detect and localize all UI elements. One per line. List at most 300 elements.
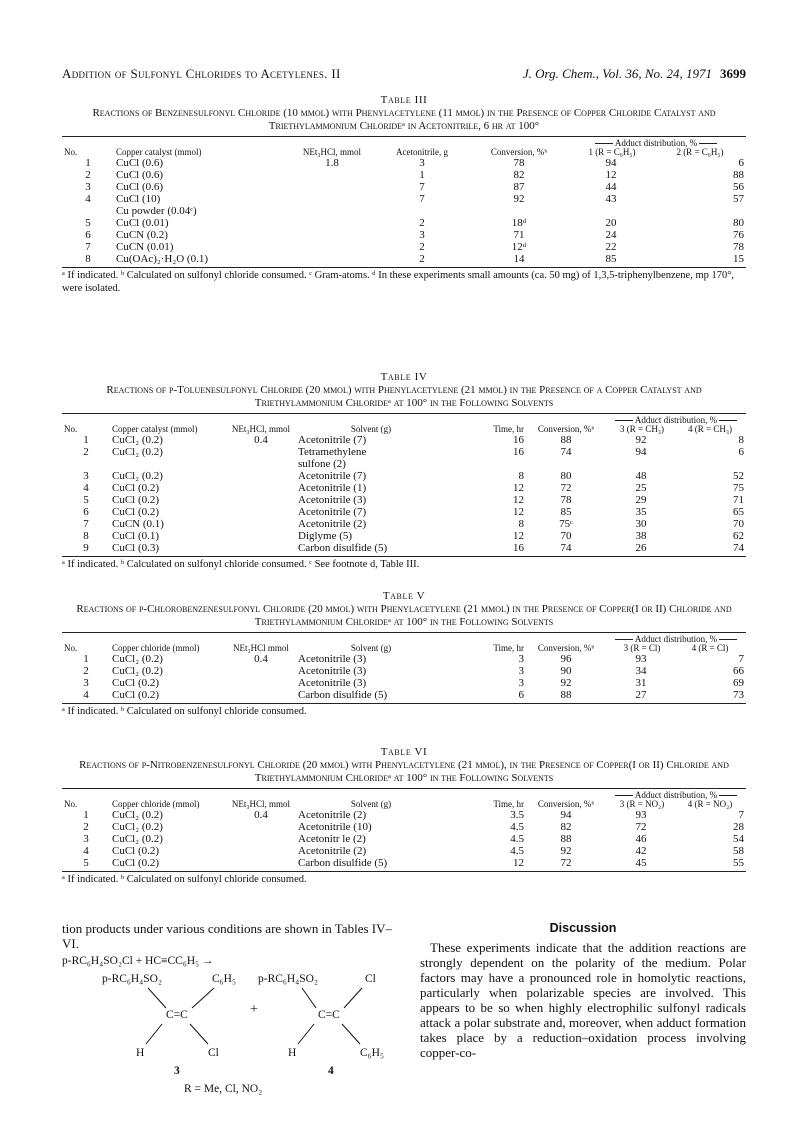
table-cell: 1 bbox=[83, 809, 89, 821]
table-cell: 0.4 bbox=[254, 653, 268, 665]
table-rule bbox=[62, 703, 746, 704]
table-cell: Carbon disulfide (5) bbox=[298, 857, 388, 869]
table-cell bbox=[62, 205, 114, 217]
table-cell: 4 bbox=[85, 193, 91, 205]
table-cell: 94 bbox=[635, 446, 647, 458]
table-cell: 6 bbox=[83, 506, 89, 518]
table-cell: CuCl (10) bbox=[116, 193, 161, 205]
table-cell: CuCl (0.2) bbox=[112, 506, 160, 518]
table-4 bbox=[62, 370, 746, 571]
table-cell: 88 bbox=[560, 434, 572, 446]
table-cell: 92 bbox=[560, 677, 572, 689]
column-header: Copper chloride (mmol) bbox=[112, 643, 200, 653]
table-cell: 12 bbox=[513, 506, 524, 518]
table-cell bbox=[62, 458, 110, 470]
column-header: NEt₃HCl, mmol bbox=[231, 424, 291, 434]
table-row bbox=[62, 494, 746, 506]
table-row bbox=[62, 665, 746, 677]
table-cell: 85 bbox=[560, 506, 572, 518]
table-cell bbox=[226, 542, 296, 554]
table-cell: 80 bbox=[733, 217, 744, 229]
table-cell: 4 bbox=[83, 689, 89, 701]
table-cell: 82 bbox=[513, 169, 525, 181]
structure-3-double-bond: C=C bbox=[166, 1009, 188, 1021]
table-cell: 15 bbox=[733, 253, 744, 265]
table-cell: CuCl (0.2) bbox=[112, 857, 160, 869]
table-cell bbox=[226, 833, 296, 845]
table-cell bbox=[226, 845, 296, 857]
table-cell: 9 bbox=[83, 542, 89, 554]
table-row bbox=[62, 446, 746, 458]
table-cell bbox=[446, 458, 526, 470]
table-cell: 73 bbox=[733, 689, 744, 701]
table-cell: 96 bbox=[560, 653, 572, 665]
table-cell: Acetonitrile (7) bbox=[298, 434, 367, 446]
table-cell: 3 bbox=[518, 677, 524, 689]
table-cell: 88 bbox=[560, 833, 572, 845]
table-cell: 4.5 bbox=[510, 845, 524, 857]
table-cell: 12 bbox=[513, 494, 524, 506]
table-cell: 2 bbox=[83, 446, 89, 458]
column-header: No. bbox=[64, 424, 78, 434]
table-cell: 7 bbox=[419, 181, 425, 193]
table-cell bbox=[226, 494, 296, 506]
table-cell: Cu powder (0.04ᶜ) bbox=[116, 205, 197, 217]
table-cell: 1 bbox=[83, 434, 89, 446]
column-header: No. bbox=[64, 147, 78, 157]
column-header: Conversion, %ᵇ bbox=[490, 147, 548, 157]
table-cell: CuCl₂ (0.2) bbox=[112, 470, 163, 482]
table-cell: 4.5 bbox=[510, 821, 524, 833]
column-header: NEt₃HCl, mmol bbox=[231, 799, 291, 809]
table-row bbox=[62, 677, 746, 689]
table-cell: 28 bbox=[733, 821, 744, 833]
column-header: 4 (R = Cl) bbox=[691, 643, 729, 653]
table-cell: CuCl (0.2) bbox=[112, 689, 160, 701]
table-cell: Acetonitrile (2) bbox=[298, 845, 367, 857]
table-row bbox=[62, 833, 746, 845]
bond bbox=[298, 1024, 314, 1044]
table-cell: 3 bbox=[83, 833, 89, 845]
group-header-label: Adduct distribution, % bbox=[608, 791, 744, 800]
column-header: 1 (R = C₆H₅) bbox=[588, 147, 636, 157]
column-header: Conversion, %ᵇ bbox=[537, 424, 595, 434]
table-cell: CuCl (0.2) bbox=[112, 677, 160, 689]
table-cell: 7 bbox=[738, 653, 744, 665]
structure-3-bottom-right: Cl bbox=[208, 1047, 219, 1059]
table-cell: 12 bbox=[513, 482, 524, 494]
table-cell: 87 bbox=[513, 181, 525, 193]
table-cell: 76 bbox=[733, 229, 744, 241]
table-cell: 1.8 bbox=[325, 157, 339, 169]
running-header bbox=[62, 66, 746, 86]
table-cell: Tetramethylene bbox=[298, 446, 367, 458]
bond bbox=[148, 988, 166, 1008]
table-cell: Acetonitrile (1) bbox=[298, 482, 367, 494]
table-cell: 12ᵈ bbox=[511, 241, 527, 253]
column-header: Conversion, %ᵇ bbox=[537, 799, 595, 809]
column-header: 3 (R = NO₂) bbox=[619, 799, 665, 809]
structure-3-top-left: p-RC₆H₄SO₂ bbox=[102, 973, 162, 985]
table-cell: CuCN (0.01) bbox=[116, 241, 174, 253]
table-cell: 7 bbox=[83, 518, 89, 530]
group-header-label: Adduct distribution, % bbox=[608, 416, 744, 425]
table-cell: 2 bbox=[419, 241, 425, 253]
table-cell bbox=[292, 253, 372, 265]
table-cell bbox=[566, 205, 656, 217]
table-footnote: ᵃ If indicated. ᵇ Calculated on sulfonyl chloride consumed. bbox=[62, 706, 307, 717]
table-cell bbox=[226, 530, 296, 542]
structure-3-top-right: C₆H₅ bbox=[212, 973, 236, 985]
table-cell: 42 bbox=[635, 845, 647, 857]
plus-sign: + bbox=[250, 1002, 258, 1017]
table-cell: 16 bbox=[513, 446, 524, 458]
table-cell: 90 bbox=[560, 665, 572, 677]
table-row bbox=[62, 689, 746, 701]
table-cell: 6 bbox=[85, 229, 91, 241]
table-cell bbox=[226, 506, 296, 518]
table-cell: CuCl₂ (0.2) bbox=[112, 446, 163, 458]
table-rule bbox=[62, 556, 746, 557]
table-row bbox=[62, 470, 746, 482]
column-header: Time, hr bbox=[493, 799, 524, 809]
table-cell: CuCl (0.3) bbox=[112, 542, 160, 554]
table-cell: 54 bbox=[733, 833, 744, 845]
table-row bbox=[62, 845, 746, 857]
table-cell bbox=[226, 677, 296, 689]
reaction-scheme bbox=[62, 954, 392, 1099]
column-group-header bbox=[606, 414, 746, 434]
table-cell bbox=[372, 205, 472, 217]
table-cell: 2 bbox=[419, 217, 425, 229]
table-6 bbox=[62, 745, 746, 886]
table-cell: 71 bbox=[513, 229, 525, 241]
table-row bbox=[62, 169, 746, 181]
table-label: Table III bbox=[380, 94, 428, 106]
column-header: 4 (R = NO₂) bbox=[687, 799, 733, 809]
bond bbox=[190, 1024, 208, 1044]
table-cell: CuCl (0.6) bbox=[116, 169, 164, 181]
table-cell bbox=[226, 665, 296, 677]
table-footnote: ᵃ If indicated. ᵇ Calculated on sulfonyl chloride consumed. bbox=[62, 874, 307, 885]
table-cell: 71 bbox=[733, 494, 744, 506]
table-cell: 8 bbox=[83, 530, 89, 542]
table-row bbox=[62, 253, 746, 265]
table-row bbox=[62, 530, 746, 542]
table-cell bbox=[226, 857, 296, 869]
table-cell: CuCl₂ (0.2) bbox=[112, 833, 163, 845]
table-cell: 6 bbox=[738, 446, 744, 458]
column-header: 3 (R = CH₃) bbox=[620, 424, 664, 434]
structure-4-bottom-right: C₆H₅ bbox=[360, 1047, 384, 1059]
table-cell bbox=[226, 518, 296, 530]
table-cell: 92 bbox=[560, 845, 572, 857]
table-cell: Acetonitrile (2) bbox=[298, 809, 367, 821]
table-cell: Acetonitrile (10) bbox=[298, 821, 372, 833]
bond bbox=[302, 988, 316, 1008]
table-cell: 5 bbox=[83, 857, 89, 869]
column-header: 2 (R = C₆H₅) bbox=[676, 147, 724, 157]
column-group-header bbox=[606, 633, 746, 653]
table-cell bbox=[472, 205, 566, 217]
table-cell: 30 bbox=[635, 518, 647, 530]
table-row bbox=[62, 542, 746, 554]
table-cell: 25 bbox=[635, 482, 647, 494]
column-header: Solvent (g) bbox=[350, 643, 392, 653]
journal-citation bbox=[523, 66, 746, 82]
table-row bbox=[62, 434, 746, 446]
structure-3-number: 3 bbox=[174, 1065, 180, 1077]
table-cell: CuCl (0.6) bbox=[116, 157, 164, 169]
table-cell: CuCl (0.2) bbox=[112, 845, 160, 857]
table-cell bbox=[676, 458, 746, 470]
table-cell: 52 bbox=[733, 470, 744, 482]
table-cell: 94 bbox=[560, 809, 572, 821]
data-table bbox=[62, 789, 746, 869]
section-heading: Discussion bbox=[549, 921, 617, 935]
table-cell: 46 bbox=[635, 833, 647, 845]
table-row bbox=[62, 229, 746, 241]
table-cell: 14 bbox=[513, 253, 525, 265]
table-cell: 92 bbox=[513, 193, 525, 205]
table-cell: 8 bbox=[85, 253, 91, 265]
table-cell: 65 bbox=[733, 506, 744, 518]
table-cell: CuCl (0.6) bbox=[116, 181, 164, 193]
table-cell: 88 bbox=[560, 689, 572, 701]
table-cell: 4.5 bbox=[510, 833, 524, 845]
table-3 bbox=[62, 93, 746, 295]
column-header: No. bbox=[64, 643, 78, 653]
table-label: Table IV bbox=[380, 371, 428, 383]
bond bbox=[342, 1024, 360, 1044]
table-cell bbox=[292, 229, 372, 241]
table-cell: 35 bbox=[635, 506, 647, 518]
structure-3-bottom-left: H bbox=[136, 1047, 145, 1059]
table-footnote: ᵃ If indicated. ᵇ Calculated on sulfonyl chloride consumed. ᶜ Gram-atoms. ᵈ In these experiments small amounts (ca. 50 mg) of 1,3,5-triphenylbenzene, mp 170°, were isolated. bbox=[62, 270, 735, 294]
table-cell bbox=[526, 458, 606, 470]
table-cell: 70 bbox=[733, 518, 744, 530]
column-header: Conversion, %ᵇ bbox=[537, 643, 595, 653]
running-title: Addition of Sulfonyl Chlorides to Acetylenes. II bbox=[62, 66, 341, 81]
table-cell: 74 bbox=[560, 542, 572, 554]
table-cell bbox=[292, 193, 372, 205]
table-cell bbox=[110, 458, 226, 470]
table-cell: 44 bbox=[605, 181, 617, 193]
column-group-header bbox=[606, 789, 746, 809]
table-cell: CuCN (0.2) bbox=[116, 229, 168, 241]
table-row bbox=[62, 217, 746, 229]
table-cell: Acetonitrile (3) bbox=[298, 494, 367, 506]
table-cell: 94 bbox=[605, 157, 617, 169]
table-cell: 34 bbox=[635, 665, 647, 677]
table-cell bbox=[292, 181, 372, 193]
journal-name: J. Org. Chem., Vol. 36, No. 24, 1971 bbox=[522, 66, 712, 81]
table-cell: 0.4 bbox=[254, 434, 268, 446]
table-cell: 2 bbox=[85, 169, 91, 181]
table-cell: CuCl₂ (0.2) bbox=[112, 665, 163, 677]
table-cell bbox=[226, 470, 296, 482]
table-cell: 45 bbox=[635, 857, 647, 869]
table-cell: 43 bbox=[605, 193, 617, 205]
table-cell: 24 bbox=[605, 229, 617, 241]
table-cell: 20 bbox=[605, 217, 617, 229]
table-cell: Acetonitrile (2) bbox=[298, 518, 367, 530]
table-cell: 74 bbox=[733, 542, 744, 554]
group-header-label: Adduct distribution, % bbox=[608, 635, 744, 644]
table-cell: 2 bbox=[83, 665, 89, 677]
table-cell: 85 bbox=[605, 253, 617, 265]
table-cell bbox=[226, 482, 296, 494]
table-row bbox=[62, 809, 746, 821]
table-cell: Carbon disulfide (5) bbox=[298, 689, 388, 701]
left-column bbox=[62, 921, 392, 1099]
column-header: Solvent (g) bbox=[350, 424, 392, 434]
table-cell: 3 bbox=[518, 653, 524, 665]
table-cell: CuCl (0.2) bbox=[112, 482, 160, 494]
table-cell: 1 bbox=[85, 157, 91, 169]
table-cell: 6 bbox=[518, 689, 524, 701]
table-caption: Reactions of p-Nitrobenzenesulfonyl Chloride (20 mmol) with Phenylacetylene (21 mmol), in the Presence of Copper(I or II) Chloride and Triethylammonium Chlorideᵃ at 100° in the Following Solvents bbox=[79, 759, 729, 784]
table-cell: CuCl₂ (0.2) bbox=[112, 434, 163, 446]
table-cell: 82 bbox=[560, 821, 572, 833]
table-cell: 5 bbox=[83, 494, 89, 506]
table-cell: 58 bbox=[733, 845, 744, 857]
structure-4-bottom-left: H bbox=[288, 1047, 297, 1059]
table-rule bbox=[62, 871, 746, 872]
table-cell: 7 bbox=[419, 193, 425, 205]
table-cell: 29 bbox=[635, 494, 647, 506]
table-cell: Carbon disulfide (5) bbox=[298, 542, 388, 554]
table-cell: 78 bbox=[513, 157, 525, 169]
table-cell: 3 bbox=[83, 677, 89, 689]
table-cell: 1 bbox=[419, 169, 425, 181]
table-row bbox=[62, 205, 746, 217]
table-cell: Acetonitrile (3) bbox=[298, 665, 367, 677]
table-cell: 16 bbox=[513, 542, 524, 554]
right-column bbox=[420, 921, 746, 1060]
table-cell: CuCl (0.01) bbox=[116, 217, 169, 229]
table-cell: Acetonitrile (7) bbox=[298, 506, 367, 518]
table-label: Table V bbox=[382, 590, 426, 602]
table-cell bbox=[606, 458, 676, 470]
table-cell: 7 bbox=[738, 809, 744, 821]
table-cell: 27 bbox=[635, 689, 647, 701]
table-cell: 7 bbox=[85, 241, 91, 253]
table-cell: 1 bbox=[83, 653, 89, 665]
table-cell: 78 bbox=[560, 494, 572, 506]
table-cell: sulfone (2) bbox=[298, 458, 346, 470]
structure-4-double-bond: C=C bbox=[318, 1009, 340, 1021]
table-row bbox=[62, 653, 746, 665]
table-row bbox=[62, 458, 746, 470]
column-header: Acetonitrile, g bbox=[396, 147, 448, 157]
table-row bbox=[62, 482, 746, 494]
table-cell bbox=[226, 446, 296, 458]
table-cell: 92 bbox=[635, 434, 647, 446]
table-cell: 16 bbox=[513, 434, 524, 446]
table-cell: 57 bbox=[733, 193, 744, 205]
table-cell: 12 bbox=[605, 169, 617, 181]
table-cell: CuCN (0.1) bbox=[112, 518, 164, 530]
table-caption: Reactions of Benzenesulfonyl Chloride (10 mmol) with Phenylacetylene (11 mmol) in the Presence of Copper Chloride Catalyst and Triethylammonium Chlorideᵃ in Acetonitrile, 6 hr at 100° bbox=[92, 107, 716, 132]
table-row bbox=[62, 518, 746, 530]
table-cell bbox=[226, 821, 296, 833]
table-cell bbox=[292, 241, 372, 253]
table-cell bbox=[292, 205, 372, 217]
table-row bbox=[62, 857, 746, 869]
table-cell: 70 bbox=[560, 530, 572, 542]
column-header: NEt₃HCl, mmol bbox=[302, 147, 362, 157]
data-table bbox=[62, 633, 746, 701]
table-cell: Diglyme (5) bbox=[298, 530, 353, 542]
table-row bbox=[62, 193, 746, 205]
table-cell: 48 bbox=[635, 470, 647, 482]
table-cell: 3 bbox=[419, 157, 425, 169]
table-5 bbox=[62, 589, 746, 718]
table-caption: Reactions of p-Toluenesulfonyl Chloride (20 mmol) with Phenylacetylene (21 mmol) in the Presence of a Copper Catalyst and Triethylammonium Chlorideᵃ at 100° in the Following Solvents bbox=[106, 384, 702, 409]
reaction-equation: p-RC₆H₄SO₂Cl + HC≡CC₆H₅ → bbox=[62, 955, 214, 967]
table-label: Table VI bbox=[380, 746, 428, 758]
table-cell: Cu(OAc)₂·H₂O (0.1) bbox=[116, 253, 208, 265]
table-row bbox=[62, 241, 746, 253]
column-header: Time, hr bbox=[493, 643, 524, 653]
table-cell: CuCl (0.1) bbox=[112, 530, 160, 542]
table-cell: 74 bbox=[560, 446, 572, 458]
body-text: These experiments indicate that the addition reactions are strongly dependent on the polarity of the medium. Polar factors may have a pronounced role in homolytic reactions, particularly when polarizable species are involved. This appears to be so when highly electrophilic sulfonyl radicals attack a polar substrate and, moreover, when adduct formation takes place by a reduction–oxidation process involving copper-co- bbox=[420, 940, 746, 1060]
table-cell: 38 bbox=[635, 530, 647, 542]
table-cell: 12 bbox=[513, 857, 524, 869]
table-cell: Acetonitr le (2) bbox=[298, 833, 366, 845]
table-cell: 75 bbox=[733, 482, 744, 494]
table-row bbox=[62, 821, 746, 833]
table-cell: 72 bbox=[560, 482, 572, 494]
r-definition: R = Me, Cl, NO₂ bbox=[184, 1083, 263, 1095]
table-cell: 66 bbox=[733, 665, 744, 677]
page-number: 3699 bbox=[720, 66, 746, 81]
table-cell bbox=[226, 458, 296, 470]
table-cell: 22 bbox=[605, 241, 617, 253]
bond bbox=[146, 1024, 162, 1044]
table-cell: 55 bbox=[733, 857, 744, 869]
table-cell: 3 bbox=[85, 181, 91, 193]
column-header: Copper chloride (mmol) bbox=[112, 799, 200, 809]
table-cell: 3 bbox=[83, 470, 89, 482]
table-cell: CuCl (0.2) bbox=[112, 494, 160, 506]
table-caption: Reactions of p-Chlorobenzenesulfonyl Chloride (20 mmol) with Phenylacetylene (21 mmol) in the Presence of Copper(I or II) Chloride and Triethylammonium Chlorideᵃ at 100° in the Following Solvents bbox=[76, 603, 732, 628]
table-cell: CuCl₂ (0.2) bbox=[112, 821, 163, 833]
table-cell: 8 bbox=[518, 518, 524, 530]
column-group-header bbox=[566, 137, 746, 157]
table-cell: 2 bbox=[419, 253, 425, 265]
table-cell: 88 bbox=[733, 169, 744, 181]
table-cell: 2 bbox=[83, 821, 89, 833]
structure-4-number: 4 bbox=[328, 1065, 334, 1077]
column-header: Time, hr bbox=[493, 424, 524, 434]
bond-lines bbox=[62, 954, 392, 1099]
table-cell: 72 bbox=[635, 821, 647, 833]
table-cell: 93 bbox=[635, 653, 647, 665]
table-cell: 80 bbox=[560, 470, 572, 482]
column-header: NEt₃HCl mmol bbox=[233, 643, 289, 653]
column-header: Copper catalyst (mmol) bbox=[112, 424, 198, 434]
table-cell: 78 bbox=[733, 241, 744, 253]
column-header: 4 (R = CH₃) bbox=[688, 424, 732, 434]
table-cell: 62 bbox=[733, 530, 744, 542]
table-cell: 5 bbox=[85, 217, 91, 229]
group-header-label: Adduct distribution, % bbox=[568, 139, 744, 148]
column-header: Copper catalyst (mmol) bbox=[116, 147, 202, 157]
table-cell: 93 bbox=[635, 809, 647, 821]
